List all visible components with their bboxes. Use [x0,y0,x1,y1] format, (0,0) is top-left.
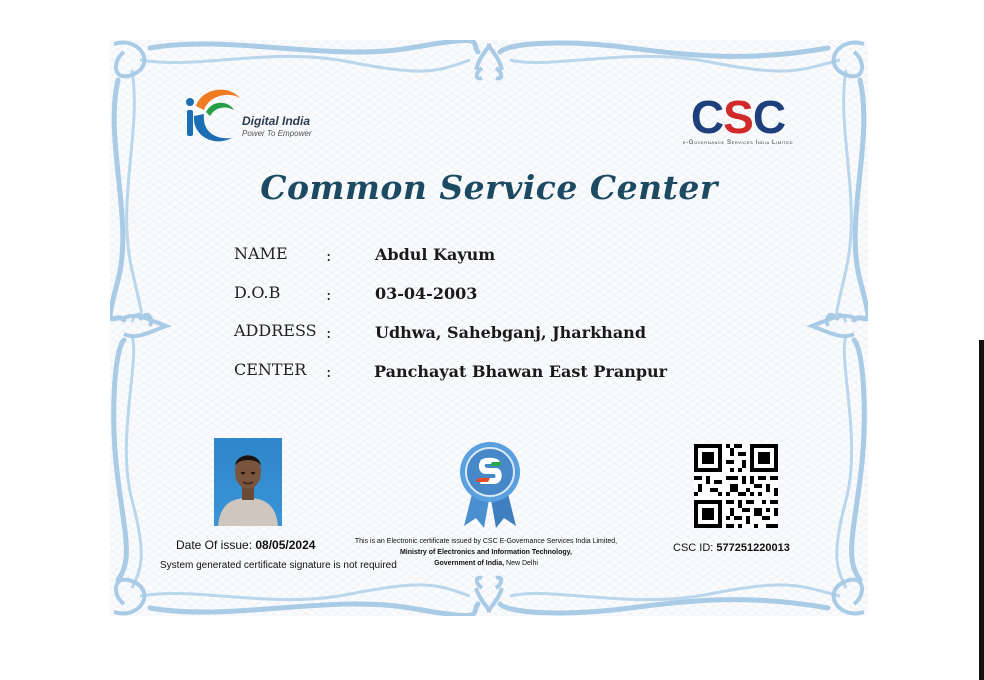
csc-id-label: CSC ID: [673,542,714,554]
center-colon: : [326,362,332,381]
dob-label: D.O.B [234,283,281,302]
digital-india-title: Digital India [242,114,311,128]
issuer-statement [326,536,646,569]
signature-note: System generated certificate signature is not required [160,560,397,571]
award-ribbon-icon [450,440,530,530]
issuer-line-1: This is an Electronic certificate issued by CSC E-Governance Services India Limited, [354,538,618,545]
person-photo [214,438,282,526]
csc-logo [664,91,812,156]
center-value: Panchayat Bhawan East Pranpur [374,362,668,381]
address-colon: : [326,323,332,342]
dob-colon: : [326,285,332,304]
qr-code-icon [694,444,778,528]
name-value: Abdul Kayum [375,245,496,264]
issuer-line-3: Government of India, New Delhi [434,560,538,567]
center-label: CENTER [234,360,307,379]
name-colon: : [326,246,332,265]
issue-date-value: 08/05/2024 [255,538,316,552]
certificate-title: Common Service Center [260,168,718,207]
person-silhouette-icon [214,438,282,526]
csc-subtitle: e-Governance Services India Limited [682,140,794,146]
csc-logo-letters: CSC [690,91,786,143]
certificate [110,40,868,616]
address-value: Udhwa, Sahebganj, Jharkhand [375,323,646,342]
digital-india-tagline: Power To Empower [242,129,312,138]
dob-value: 03-04-2003 [375,284,478,303]
csc-id [673,542,790,554]
issue-date [176,538,315,552]
issuer-line-2: Ministry of Electronics and Information Technology, [399,549,573,556]
page-edge [979,340,984,680]
digital-india-icon [184,82,244,150]
digital-india-logo [184,82,324,152]
name-label: NAME [234,244,288,263]
csc-id-value: 577251220013 [716,542,790,554]
address-label: ADDRESS [234,321,317,340]
issue-date-label: Date Of issue: [176,538,253,552]
